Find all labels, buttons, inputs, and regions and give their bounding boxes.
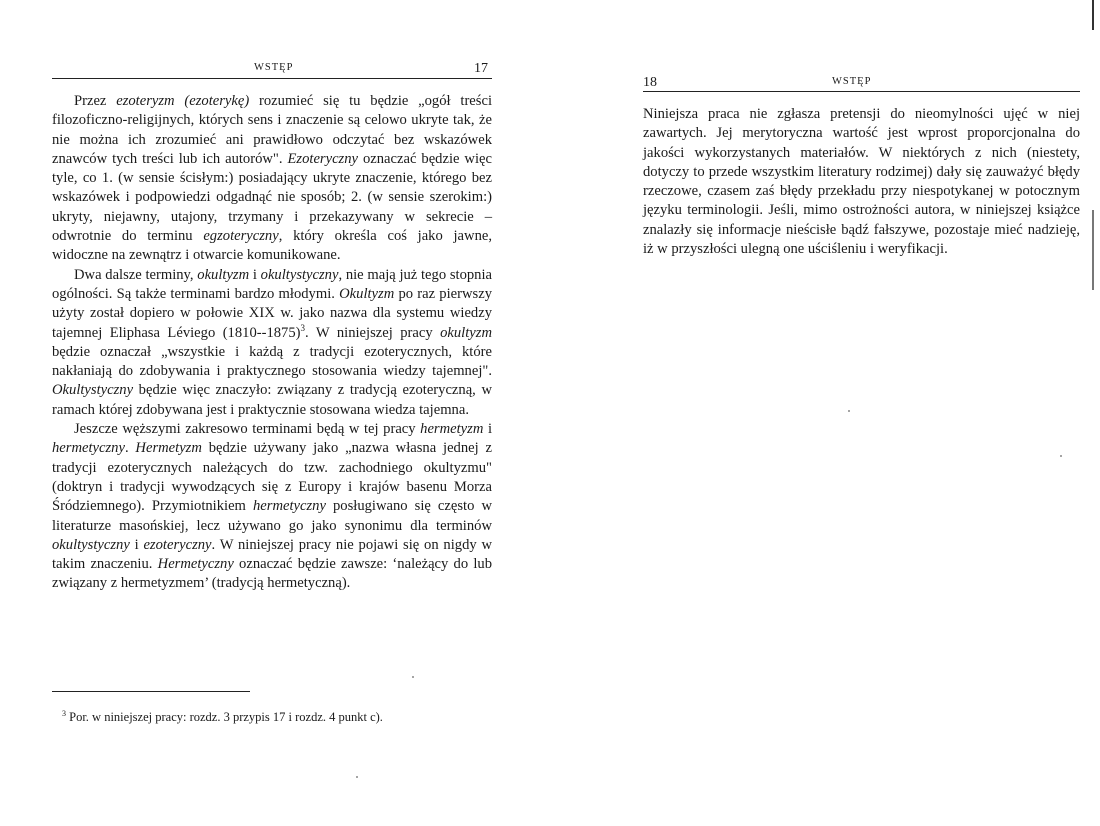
- italic-term: egzoteryczny: [203, 228, 279, 245]
- italic-term: Hermetyzm: [135, 440, 202, 457]
- text-run: .: [124, 440, 136, 457]
- header-rule: [52, 78, 492, 79]
- paragraph: [52, 420, 492, 594]
- text-run: będzie oznaczał „wszystkie i każdą z tradycji ezoterycznych, które nakłaniają do zdobywania i praktycznego stosowania wiedzy tajemnej".: [52, 343, 492, 380]
- italic-term: Hermetyczny: [157, 556, 234, 573]
- italic-term: ezoteryczny: [143, 536, 212, 553]
- running-header: WSTĘP: [254, 62, 294, 73]
- text-run: oznaczać będzie zawsze: ‘należący do lub związany z hermetyzmem’ (tradycją hermetyczną).: [52, 556, 493, 592]
- italic-term: hermetyczny: [52, 440, 125, 457]
- text-run: będzie więc znaczyło: związany z tradycją ezoteryczną, w ramach której zdobywana jest i praktycznie stosowana wiedza tajemna.: [52, 382, 492, 418]
- text-run: i: [483, 421, 493, 438]
- italic-term: hermetyzm: [420, 421, 484, 438]
- scan-speck: [356, 776, 358, 778]
- italic-term: okultyzm: [440, 324, 492, 341]
- italic-term: Okultyzm: [339, 285, 395, 302]
- text-run: rozumieć się tu będzie „ogół treści filozoficzno-religijnych, których sens i znaczenie są celowo ukryte tak, że nie można ich zrozumieć ani prawidłowo odczytać bez wskazówek znawców tych treści lub ich autorów".: [52, 93, 492, 167]
- scan-speck: [848, 410, 850, 412]
- text-run: po raz pierwszy użyty został dopiero w połowie XIX w. jako nazwa dla systemu wiedzy tajemnej Eliphasa Léviego (1810--1875): [52, 285, 492, 341]
- text-run: Przez: [74, 93, 117, 109]
- paragraph: [643, 105, 1080, 259]
- footnote-mark: 3: [62, 709, 66, 718]
- scan-speck: [412, 676, 414, 678]
- footnote-text: Por. w niniejszej pracy: rozdz. 3 przypis 17 i rozdz. 4 punkt c).: [69, 710, 383, 725]
- italic-term: okultystyczny: [52, 536, 130, 553]
- italic-term: Ezoteryczny: [287, 150, 359, 167]
- running-header: WSTĘP: [832, 76, 872, 87]
- text-run: i: [129, 536, 144, 553]
- footnote-rule: [52, 691, 250, 692]
- right-page: [560, 0, 1100, 826]
- text-run: posługiwano się często w literaturze masońskiej, lecz używano go jako synonimu dla terminów: [52, 498, 492, 534]
- italic-term: okultystyczny: [260, 266, 339, 283]
- text-run: i: [249, 266, 261, 283]
- italic-term: Okultystyczny: [52, 382, 134, 399]
- text-run: oznaczać będzie więc tyle, co 1. (w sensie ścisłym:) posiadający ukryte znaczenie, którego bez wskazówek i podpowiedzi odgadnąć nie sposób; 2. (w sensie szerokim:) ukryty, niejawny, utajony, trzymany i przekazywany w sekrecie – odwrotnie do terminu: [52, 150, 492, 245]
- binding-edge: [1092, 0, 1094, 826]
- text-run: . W niniejszej pracy: [305, 324, 441, 341]
- page-number: 18: [643, 75, 657, 90]
- text-run: będzie używany jako „nazwa własna jednej z tradycji ezoterycznych należących do tzw. zachodniego okultyzmu" (doktryn i tradycji wywodzących się z Europy i krajów basenu Morza Śródziemnego). Przymiotnikiem: [52, 440, 492, 515]
- italic-term: hermetyczny: [252, 498, 326, 515]
- paragraph: [52, 266, 492, 420]
- paragraph: [52, 92, 492, 266]
- text-run: Dwa dalsze terminy,: [74, 266, 198, 283]
- header-rule: [643, 91, 1080, 92]
- text-run: , który określa coś jako jawne, widoczne na zewnątrz i otwarcie komunikowane.: [52, 228, 492, 264]
- text-run: Jeszcze węższymi zakresowo terminami będą w tej pracy: [74, 421, 421, 438]
- text-run: . W niniejszej pracy nie pojawi się on nigdy w takim znaczeniu.: [52, 536, 492, 573]
- italic-term: ezoteryzm (ezoterykę): [116, 93, 250, 109]
- text-run: Niniejsza praca nie zgłasza pretensji do nieomylności ujęć w niej zawartych. Jej merytoryczna wartość jest wprost proporcjonalna do jakości wykorzystanych materiałów. W niektórych z nich (niestety, dotyczy to przede wszystkim literatury rodzimej) dały się zauważyć błędy rzeczowe, czasem zaś błędy przekładu przy niespotykanej w potocznym języku terminologii. Jeśli, mimo ostrożności autora, w niniejszej książce znalazły się informacje nieścisłe bądź fałszywe, pozostaje mieć nadzieję, iż w przyszłości ulegną one uściśleniu i weryfikacji.: [643, 106, 1080, 258]
- page-number: 17: [474, 61, 488, 76]
- italic-term: okultyzm: [197, 266, 250, 283]
- footnote: [62, 706, 482, 725]
- text-run: , nie mają już tego stopnia ogólności. Są także terminami bardzo młodymi.: [52, 266, 492, 302]
- body-text: [52, 92, 492, 594]
- footnote-reference: 3: [300, 322, 306, 333]
- body-text: [643, 105, 1080, 259]
- scan-speck: [1060, 455, 1062, 457]
